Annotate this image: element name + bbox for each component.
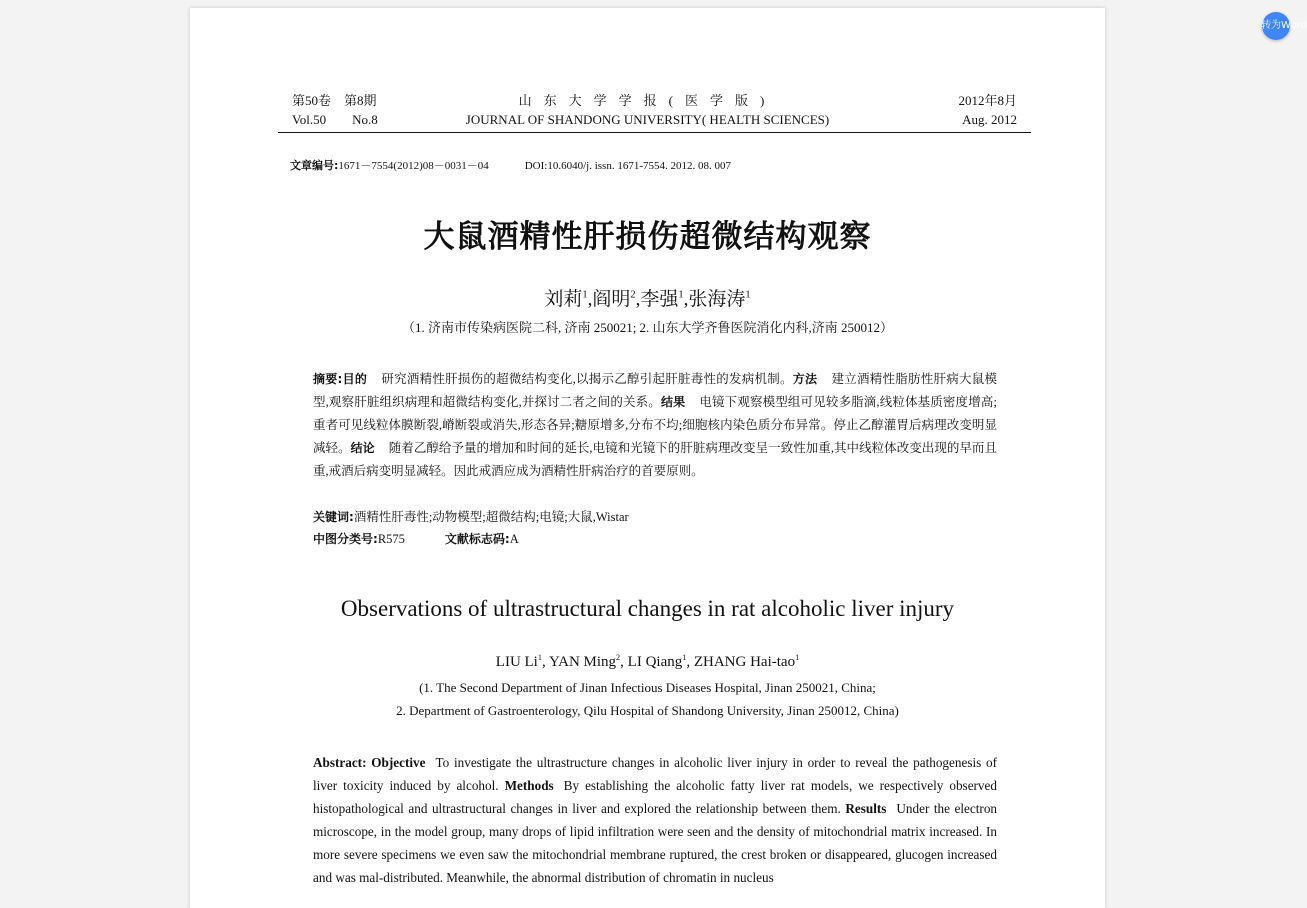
volume-en: Vol.50 No.8 [292,112,378,127]
issue-date-en: Aug. 2012 [962,112,1017,127]
article-number-line [290,157,731,173]
author-sup: 2 [630,289,636,301]
author-name: 刘莉 [544,289,583,310]
author-sup: 1 [582,289,588,301]
title-cn: 大鼠酒精性肝损伤超微结构观察 [423,219,872,255]
results-label-cn: 结果 [660,395,686,409]
abstract-cn [313,368,997,483]
journal-name-en: JOURNAL OF SHANDONG UNIVERSITY( HEALTH SCIENCES) [465,112,830,127]
authors-en: LIU Li$^1$, YAN Ming$^2$, LI Qiang$^1$, ZHANG Hai-tao$^1$ [495,653,800,670]
author-sup: 1 [537,653,542,662]
author-name: ZHANG Hai-tao [693,654,796,670]
article-number-value: 1671－7554(2012)08－0031－04 [338,160,489,172]
conclusion-label-cn: 结论 [350,441,375,455]
methods-label-en: Methods [504,778,554,793]
author-name: LI Qiang [627,654,683,670]
convert-to-word-button[interactable]: 转为Word [1262,12,1290,40]
volume-cn: 第50卷 第8期 [292,93,377,108]
conclusion-text-cn: 随着乙醇给予量的增加和时间的延长,电镜和光镜下的肝脏病理改变呈一致性加重,其中线粒体改变出现的早而且重,戒酒后病变明显减轻。因此戒酒应成为酒精性肝病治疗的首要原则。 [313,441,997,478]
objective-label-cn: 目的 [342,372,368,386]
title-en: Observations of ultrastructural changes in rat alcoholic liver injury [340,596,955,621]
author-sup: 1 [795,653,800,662]
author-sup: 2 [616,653,621,662]
doc-code-label: 文献标志码: [444,532,510,546]
doc-code-value: A [509,532,519,546]
affiliation-en-1: (1. The Second Department of Jinan Infectious Diseases Hospital, Jinan 250021, China; [419,680,876,695]
keywords-label: 关键词: [313,510,354,524]
journal-name-cn: 山东大学学报(医学版) [518,93,777,108]
affiliation-en-2: 2. Department of Gastroenterology, Qilu Hospital of Shandong University, Jinan 250012, China) [396,703,899,718]
methods-text-en: By establishing the alcoholic fatty liver rat models, we respectively observed histopathological and ultrastructural changes in liver and explored the relationship between them. [313,778,997,816]
authors-cn: 刘莉$^1$,阎明$^2$,李强$^1$,张海涛$^1$ [544,289,751,310]
results-text-en: Under the electron microscope, in the model group, many drops of lipid infiltration were seen and the density of mitochondrial matrix increased. In more severe specimens we even saw the mitochondrial membrane ruptured, the crest broken or disappeared, glucogen increased and was mal-distributed. Meanwhile, the abnormal distribution of chromatin in nucleus [313,801,998,885]
author-sup: 1 [745,289,751,301]
abstract-cn-label: 摘要: [313,372,343,386]
objective-text-en: To investigate the ultrastructure changes in alcoholic liver injury in order to reveal the pathogenesis of liver toxicity induced by alcohol. [313,755,998,793]
author-sup: 1 [682,653,687,662]
clc-value: R575 [377,532,405,546]
issue-date-cn: 2012年8月 [958,93,1017,108]
keywords-value: 酒精性肝毒性;动物模型;超微结构;电镜;大鼠,Wistar [353,510,629,524]
author-name: 阎明 [592,289,631,310]
methods-text-cn: 建立酒精性脂肪性肝病大鼠模型,观察肝脏组织病理和超微结构变化,并探讨二者之间的关系。 [313,372,997,409]
keywords-cn [313,507,629,525]
doi: DOI:10.6040/j. issn. 1671-7554. 2012. 08. 007 [524,160,731,172]
objective-text-cn: 研究酒精性肝损伤的超微结构变化,以揭示乙醇引起肝脏毒性的发病机制。 [381,372,793,386]
author-name: LIU Li [495,654,538,670]
methods-label-cn: 方法 [792,372,818,386]
header-rule [278,132,1031,133]
article-number-label: 文章编号: [290,159,339,172]
affiliation-cn: （1. 济南市传染病医院二科, 济南 250021; 2. 山东大学齐鲁医院消化内科,济南 250012） [401,320,894,335]
objective-label-en: Objective [371,755,426,770]
abstract-en [313,751,997,889]
clc-label: 中图分类号: [313,532,378,546]
results-label-en: Results [845,801,887,816]
author-sup: 1 [678,289,684,301]
classification-line [313,530,519,547]
author-name: YAN Ming [548,654,617,670]
document-page [190,8,1105,908]
author-name: 李强 [640,289,679,310]
author-name: 张海涛 [688,289,746,310]
results-text-cn: 电镜下观察模型组可见较多脂滴,线粒体基质密度增高;重者可见线粒体膜断裂,嵴断裂或消失,形态各异;糖原增多,分布不均;细胞核内染色质分布异常。停止乙醇灌胃后病理改变明显减轻。 [313,395,997,455]
abstract-en-label: Abstract: [313,755,367,770]
issue-date [958,91,1017,129]
